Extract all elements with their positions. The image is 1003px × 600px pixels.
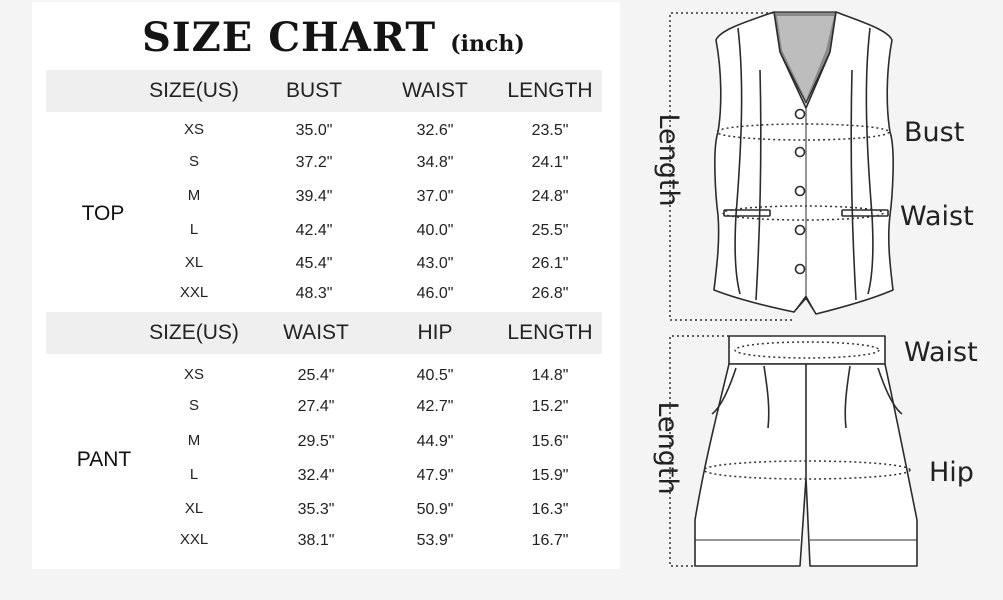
- shorts-waist-label: Waist: [904, 337, 978, 368]
- table-cell: 43.0": [416, 255, 454, 272]
- pant-header-waist: WAIST: [283, 321, 349, 344]
- top-section-label: TOP: [81, 202, 125, 225]
- table-cell: 15.6": [531, 433, 569, 450]
- table-cell: 40.0": [416, 222, 454, 239]
- table-cell: 34.8": [416, 154, 454, 171]
- table-cell: 42.7": [416, 398, 454, 415]
- top-header-waist: WAIST: [402, 79, 468, 102]
- table-cell: 16.3": [531, 501, 569, 518]
- pant-header-size: SIZE(US): [149, 321, 239, 344]
- table-cell: 15.9": [531, 467, 569, 484]
- table-cell: 32.4": [297, 467, 335, 484]
- size-chart-title: [142, 14, 525, 61]
- table-cell: 29.5": [297, 433, 335, 450]
- table-cell: 25.4": [297, 367, 335, 384]
- pant-header-length: LENGTH: [507, 321, 593, 344]
- table-cell: XS: [183, 366, 205, 383]
- pant-header-hip: HIP: [417, 321, 453, 344]
- table-cell: 42.4": [295, 222, 333, 239]
- top-header-size: SIZE(US): [149, 79, 239, 102]
- table-cell: 25.5": [531, 222, 569, 239]
- table-cell: 32.6": [416, 122, 454, 139]
- table-cell: 38.1": [297, 532, 335, 549]
- table-cell: 26.1": [531, 255, 569, 272]
- table-cell: M: [187, 432, 201, 449]
- table-cell: 44.9": [416, 433, 454, 450]
- pant-table-header: [46, 312, 602, 354]
- measurement-diagram: [630, 0, 1003, 600]
- table-cell: XS: [183, 121, 205, 138]
- table-cell: 48.3": [295, 285, 333, 302]
- table-cell: 37.0": [416, 188, 454, 205]
- table-cell: 46.0": [416, 285, 454, 302]
- table-cell: 35.0": [295, 122, 333, 139]
- table-cell: 37.2": [295, 154, 333, 171]
- size-chart-card: [32, 2, 620, 569]
- shorts-illustration: [695, 336, 917, 566]
- vest-illustration: [714, 12, 893, 314]
- table-cell: 53.9": [416, 532, 454, 549]
- top-header-length: LENGTH: [507, 79, 593, 102]
- vest-length-label: Length: [653, 113, 684, 207]
- table-cell: XL: [184, 254, 204, 271]
- table-cell: 26.8": [531, 285, 569, 302]
- table-cell: 35.3": [297, 501, 335, 518]
- table-cell: M: [187, 187, 201, 204]
- table-cell: 14.8": [531, 367, 569, 384]
- shorts-length-label: Length: [652, 401, 683, 495]
- table-cell: 40.5": [416, 367, 454, 384]
- table-cell: XL: [184, 500, 204, 517]
- table-cell: XXL: [179, 531, 209, 548]
- bust-label: Bust: [904, 117, 965, 148]
- table-cell: 15.2": [531, 398, 569, 415]
- table-cell: 27.4": [297, 398, 335, 415]
- table-cell: L: [189, 466, 199, 483]
- top-table-header: [46, 70, 602, 112]
- table-cell: S: [188, 397, 200, 414]
- hip-label: Hip: [929, 457, 974, 488]
- waist-label: Waist: [900, 201, 974, 232]
- title-unit: (inch): [450, 31, 525, 57]
- table-cell: 47.9": [416, 467, 454, 484]
- table-cell: 16.7": [531, 532, 569, 549]
- table-cell: 23.5": [531, 122, 569, 139]
- title-main: SIZE CHART: [142, 14, 437, 61]
- pant-section-label: PANT: [76, 448, 132, 471]
- table-cell: 45.4": [295, 255, 333, 272]
- top-header-bust: BUST: [285, 79, 343, 102]
- table-cell: L: [189, 221, 199, 238]
- table-cell: 50.9": [416, 501, 454, 518]
- table-cell: 39.4": [295, 188, 333, 205]
- table-cell: XXL: [179, 284, 209, 301]
- table-cell: 24.1": [531, 154, 569, 171]
- table-cell: S: [188, 153, 200, 170]
- table-cell: 24.8": [531, 188, 569, 205]
